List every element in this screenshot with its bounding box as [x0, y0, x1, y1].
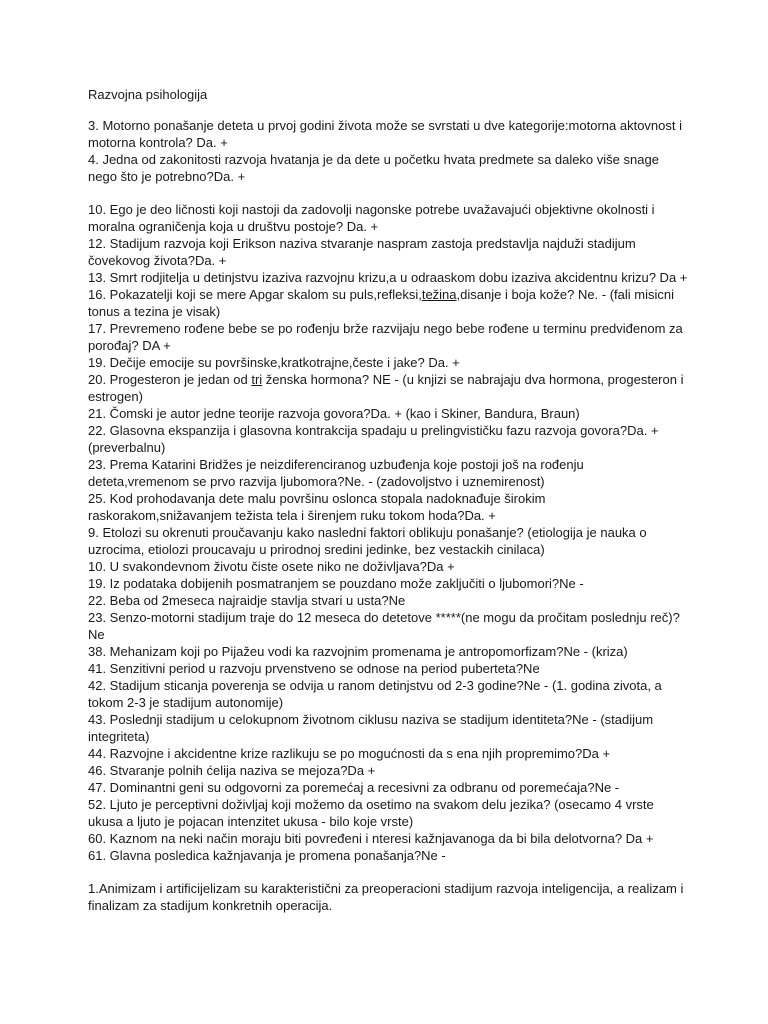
question-item: 43. Poslednji stadijum u celokupnom životnom ciklusu naziva se stadijum identiteta?Ne - (stadijum integriteta) [88, 712, 654, 744]
question-text: ,disanje i boja kože? Ne. - (fali misicni tonus a tezina je visak) [88, 287, 675, 319]
question-item: 22. Beba od 2meseca najraidje stavlja stvari u usta?Ne [88, 593, 406, 608]
question-item: 19. Iz podataka dobijenih posmatranjem se pouzdano može zaključiti o ljubomori?Ne - [88, 576, 584, 591]
question-item: 61. Glavna posledica kažnjavanja je promena ponašanja?Ne - [88, 848, 446, 863]
question-text: ženska hormona? NE - (u knjizi se nabrajaju dva hormona, progesteron i estrogen) [88, 372, 684, 404]
question-item: 4. Jedna od zakonitosti razvoja hvatanja je da dete u početku hvata predmete sa daleko više snage nego što je potrebno?Da. + [88, 152, 659, 184]
underlined-word: tri [251, 372, 263, 387]
question-item: 41. Senzitivni period u razvoju prvenstveno se odnose na period puberteta?Ne [88, 661, 540, 676]
question-item: 9. Etolozi su okrenuti proučavanju kako nasledni faktori oblikuju ponašanje? (etiologija je nauka o uzrocima, etiolozi proucavaju u prirodnoj sredini jedinke, bez vestackih cinilaca) [88, 525, 647, 557]
question-item: 13. Smrt rodjitelja u detinjstvu izaziva razvojnu krizu,a u odraaskom dobu izaziva akcidentnu krizu? Da + [88, 270, 688, 285]
question-block-2 [88, 201, 688, 864]
question-item: 38. Mehanizam koji po Pijažeu vodi ka razvojnim promenama je antropomorfizam?Ne - (kriza) [88, 644, 628, 659]
question-item: 42. Stadijum sticanja poverenja se odvija u ranom detinjstvu od 2-3 godine?Ne - (1. godina zivota, a tokom 2-3 je stadijum autonomije) [88, 678, 662, 710]
question-block-1 [88, 117, 688, 185]
question-item: 52. Ljuto je perceptivni doživljaj koji možemo da osetimo na svakom delu jezika? (osecamo 4 vrste ukusa a ljuto je pojacan intenzitet ukusa - bilo koje vrste) [88, 797, 654, 829]
document-title: Razvojna psihologija [88, 87, 208, 102]
underlined-word: težina [421, 287, 457, 302]
question-item: 12. Stadijum razvoja koji Erikson naziva stvaranje naspram zastoja predstavlja najduži stadijum čovekovog života?Da. + [88, 236, 636, 268]
question-item: 23. Prema Katarini Bridžes je neizdiferenciranog uzbuđenja koje postoji još na rođenju deteta,vremenom se prvo razvija ljubomora?Ne. - (zadovoljstvo i uznemirenost) [88, 457, 584, 489]
question-item: 60. Kaznom na neki način moraju biti povređeni i nteresi kažnjavanoga da bi bila delotvorna? Da + [88, 831, 654, 846]
question-item: 3. Motorno ponašanje deteta u prvoj godini života može se svrstati u dve kategorije:motorna aktovnost i motorna kontrola? Da. + [88, 118, 682, 150]
question-item: 44. Razvojne i akcidentne krize razlikuju se po mogućnosti da s ena njih propremimo?Da + [88, 746, 611, 761]
document-page [88, 86, 688, 914]
question-item: 47. Dominantni geni su odgovorni za poremećaj a recesivni za odbranu od poremećaja?Ne - [88, 780, 620, 795]
question-item: 19. Dečije emocije su površinske,kratkotrajne,česte i jake? Da. + [88, 355, 460, 370]
question-item: 17. Prevremeno rođene bebe se po rođenju brže razvijaju nego bebe rođene u terminu predviđenom za porođaj? DA + [88, 321, 683, 353]
question-item: 23. Senzo-motorni stadijum traje do 12 meseca do detetove *****(ne mogu da pročitam poslednju reč)?Ne [88, 610, 680, 642]
question-item-20 [88, 371, 688, 405]
question-item: 21. Čomski je autor jedne teorije razvoja govora?Da. + (kao i Skiner, Bandura, Braun) [88, 406, 580, 421]
question-item: 10. U svakondevnom životu čiste osete niko ne doživljava?Da + [88, 559, 455, 574]
question-text: 20. Progesteron je jedan od [88, 372, 252, 387]
question-item: 22. Glasovna ekspanzija i glasovna kontrakcija spadaju u prelingvističku fazu razvoja govora?Da. + (preverbalnu) [88, 423, 659, 455]
question-item: 46. Stvaranje polnih ćelija naziva se mejoza?Da + [88, 763, 376, 778]
conclusion-paragraph: 1.Animizam i artificijelizam su karakteristični za preoperacioni stadijum razvoja inteligencija, a realizam i finalizam za stadijum konkretnih operacija. [88, 881, 684, 913]
question-item: 10. Ego je deo ličnosti koji nastoji da zadovolji nagonske potrebe uvažavajući objektivne okolnosti i moralna ograničenja koja u društvu postoje? Da. + [88, 202, 655, 234]
question-item-16 [88, 286, 688, 320]
question-item: 25. Kod prohodavanja dete malu površinu oslonca stopala nadoknađuje širokim raskorakom,snižavanjem težista tela i širenjem ruku tokom hoda?Da. + [88, 491, 546, 523]
question-text: 16. Pokazatelji koji se mere Apgar skalom su puls,refleksi, [88, 287, 422, 302]
